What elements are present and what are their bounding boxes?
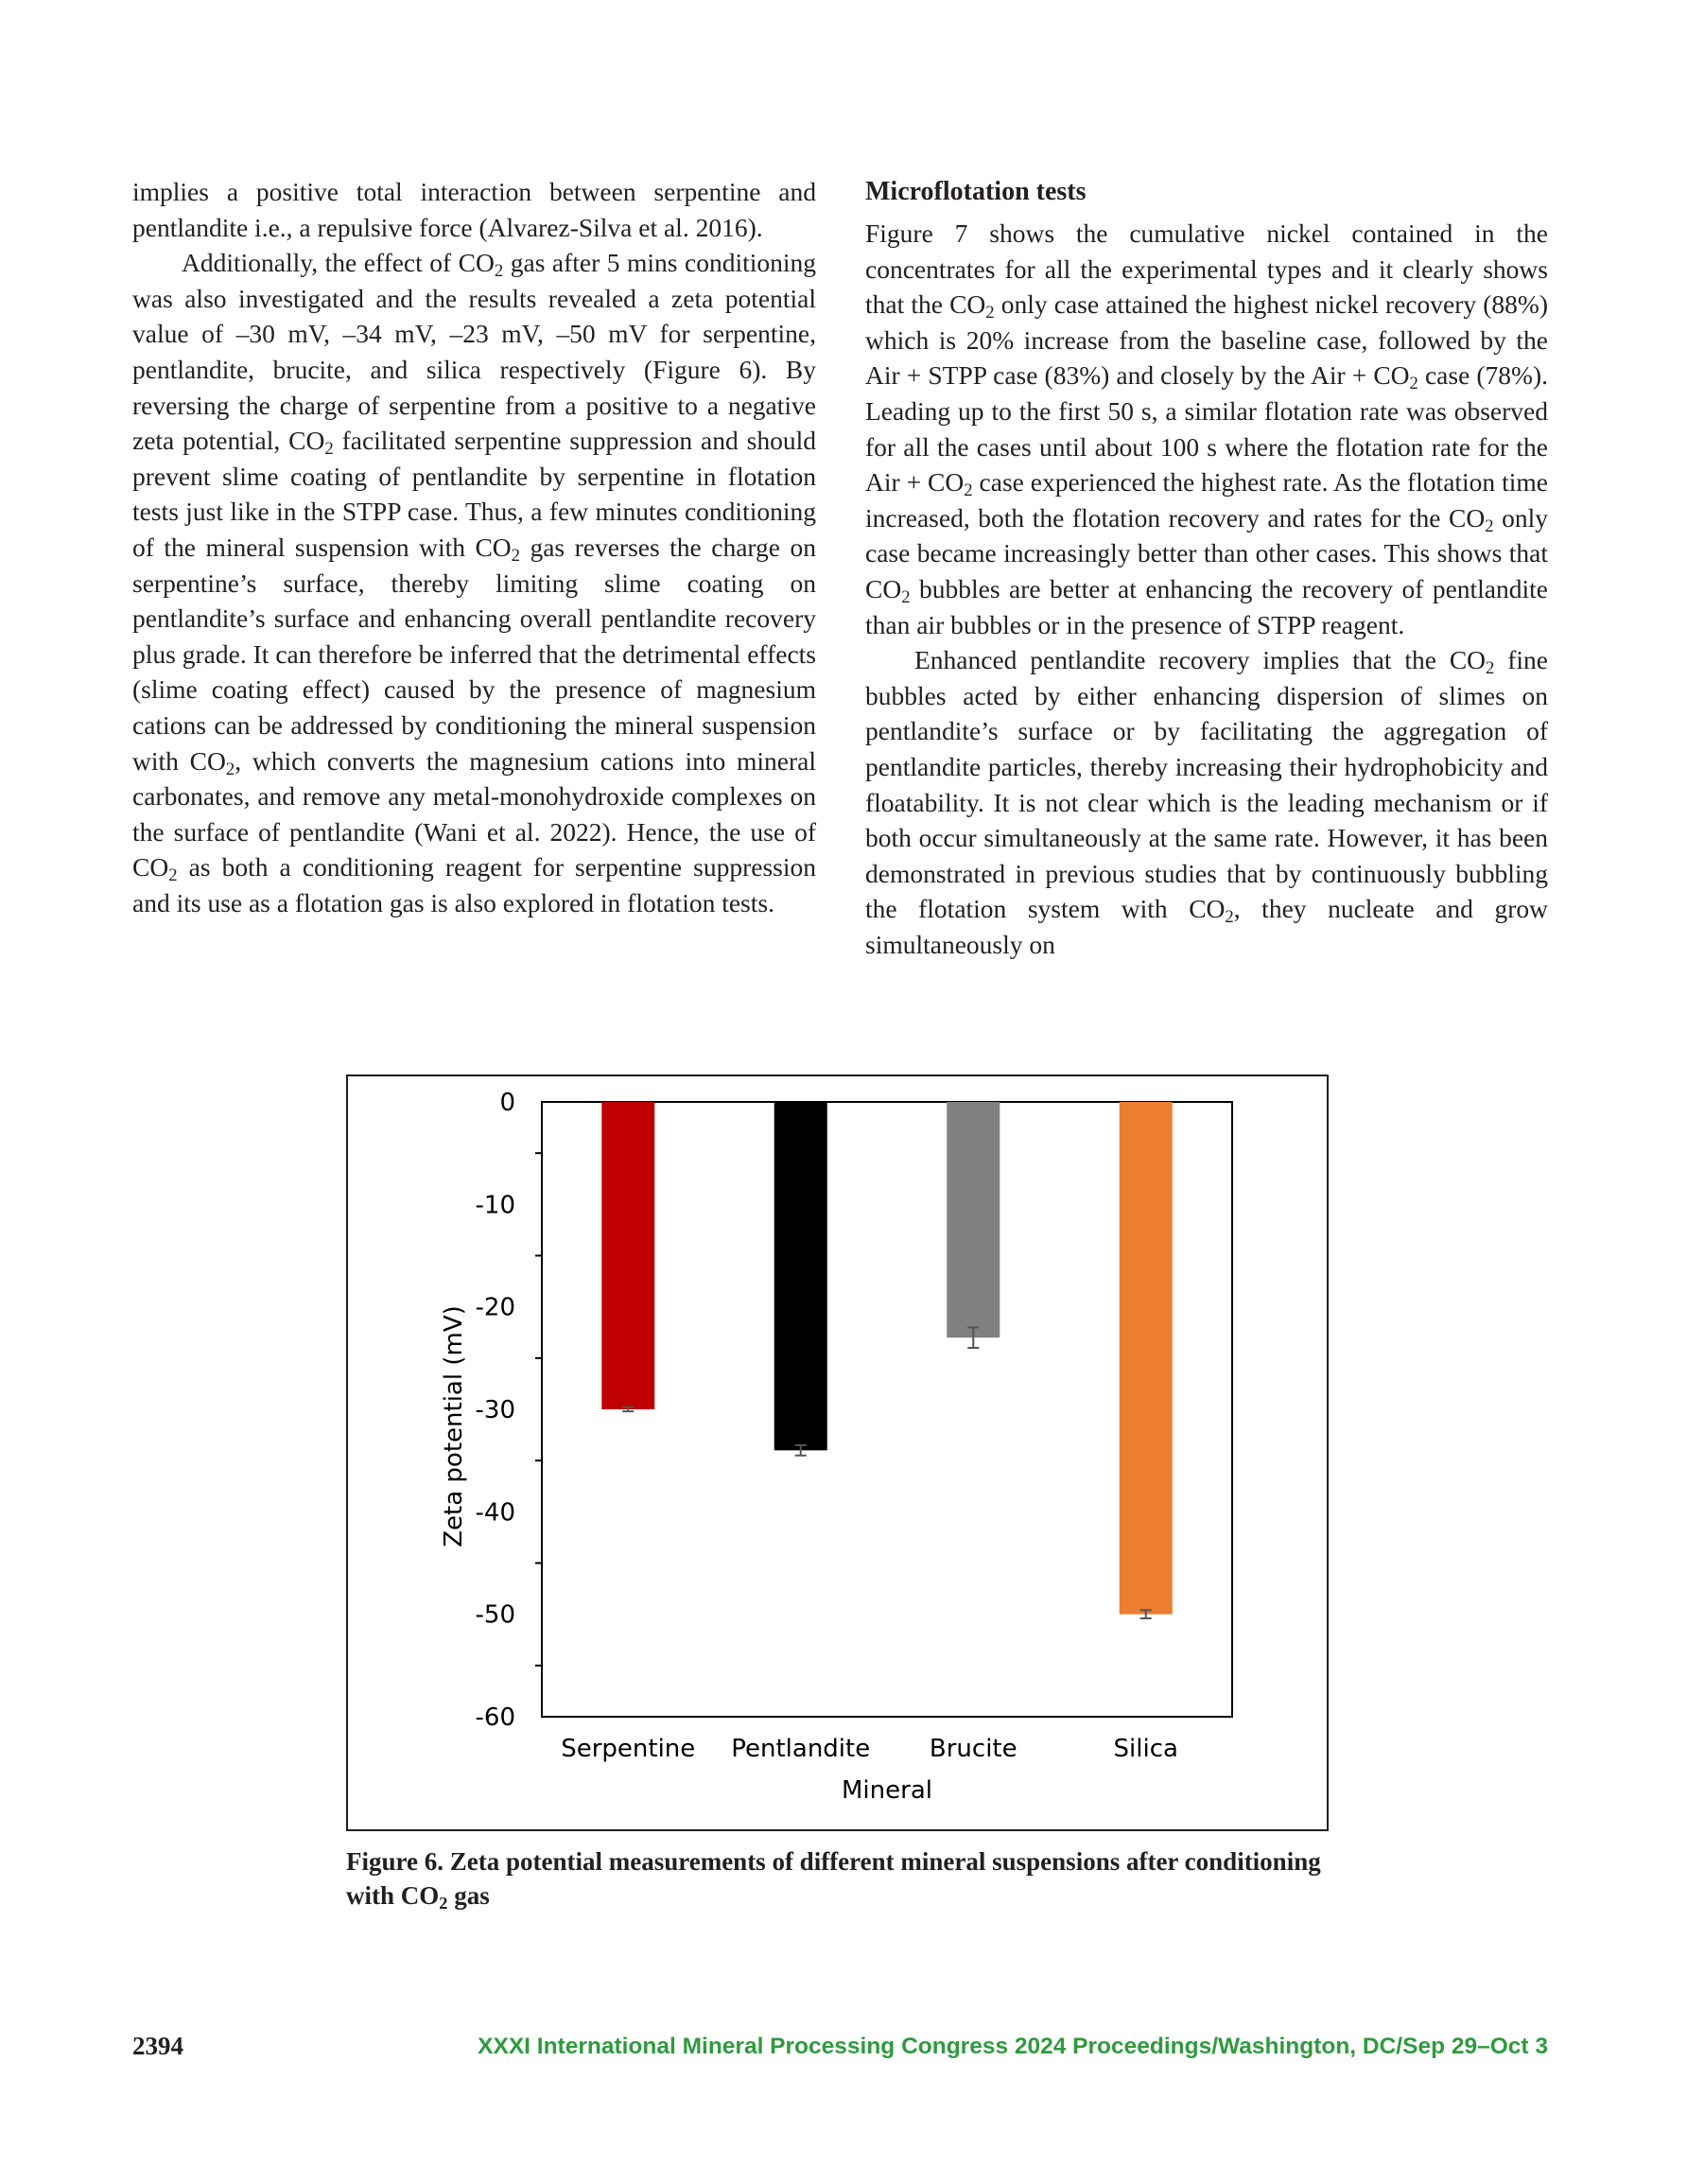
right-paragraph-2: [865, 642, 1548, 962]
section-heading: Microflotation tests: [865, 177, 1087, 206]
text-run: only case became increasingly better than other cases. This shows that CO: [865, 502, 1548, 603]
text-run: gas: [447, 1881, 490, 1910]
y-tick-label: -50: [475, 1600, 515, 1630]
bar-brucite: [947, 1102, 1000, 1337]
subscript: 2: [1225, 907, 1234, 928]
subscript: 2: [168, 865, 178, 886]
subscript: 2: [1486, 658, 1495, 679]
right-paragraph-1: [865, 216, 1548, 642]
y-tick-label: -10: [475, 1191, 515, 1220]
bar-pentlandite: [774, 1102, 827, 1450]
y-tick-label: -20: [475, 1293, 515, 1322]
text-run: , which converts the magnesium cations into mineral carbonates, and remove any metal-monohydroxide complexes on the surface of pentlandite (Wani et al. 2022). Hence, the use of CO: [132, 745, 817, 882]
y-tick-label: -40: [475, 1498, 515, 1528]
figure-6-chart: [346, 1075, 1329, 1831]
subscript: 2: [964, 480, 973, 501]
bar-silica: [1120, 1102, 1173, 1615]
text-run: as both a conditioning reagent for serpentine suppression and its use as a flotation gas is also explored in flotation tests.: [132, 852, 816, 917]
subscript: 2: [1409, 374, 1418, 394]
subscript: 2: [439, 1894, 448, 1913]
subscript: 2: [225, 759, 235, 779]
text-run: Additionally, the effect of CO: [182, 248, 495, 278]
x-tick-label-brucite: Brucite: [929, 1735, 1017, 1763]
figure-caption: [346, 1844, 1330, 1913]
text-run: bubbles are better at enhancing the recovery of pentlandite than air bubbles or in the presence of STPP reagent.: [865, 573, 1548, 639]
running-footer: XXXI International Mineral Processing Congress 2024 Proceedings/Washington, DC/Sep 29–Oct 3: [478, 2034, 1548, 2059]
right-text-column: [865, 174, 1548, 962]
text-run: fine bubbles acted by either enhancing dispersion of slimes on pentlandite’s surface or by facilitating the aggregation of pentlandite particles, thereby increasing their hydrophobicity and floatability. It is not clear which is the leading mechanism or if both occur simultaneously at the same rate. However, it has been demonstrated in previous studies that by continuously bubbling the flotation system with CO: [865, 645, 1549, 924]
subscript: 2: [324, 439, 334, 460]
y-axis-title: Zeta potential (mV): [440, 1305, 468, 1547]
subscript: 2: [901, 587, 911, 608]
subscript: 2: [985, 303, 995, 323]
text-run: Enhanced pentlandite recovery implies that the CO: [914, 645, 1487, 675]
x-tick-label-silica: Silica: [1113, 1735, 1178, 1763]
subscript: 2: [1485, 515, 1494, 536]
x-axis-title: Mineral: [842, 1776, 932, 1805]
text-run: facilitated serpentine suppression and should prevent slime coating of pentlandite by serpentine in flotation tests just like in the STPP case. Thus, a few minutes conditioning of the mineral suspension with CO: [132, 426, 816, 562]
text-run: gas reverses the charge on serpentine’s surface, thereby limiting slime coating on pentlandite’s surface and enhancing overall pentlandite recovery plus grade. It can therefore be inferred that the detrimental effects (slime coating effect) caused by the presence of magnesium cations can be addressed by conditioning the mineral suspension with CO: [132, 532, 816, 776]
y-tick-label: 0: [499, 1089, 515, 1117]
left-paragraph-2: [132, 245, 816, 920]
text-run: Figure 7 shows the cumulative nickel contained in the concentrates for all the experimental types and it clearly shows that the CO: [865, 218, 1548, 320]
text-run: case (78%). Leading up to the first 50 s, a similar flotation rate was observed for all the cases until about 100 s where the flotation rate for the Air + CO: [865, 360, 1548, 498]
text-run: case experienced the highest rate. As the flotation time increased, both the flotation recovery and rates for the CO: [865, 467, 1548, 533]
text-run: , they nucleate and grow simultaneously on: [865, 894, 1548, 959]
text-run: gas after 5 mins conditioning was also investigated and the results revealed a zeta potential value of –30 mV, –34 mV, –23 mV, –50 mV for serpentine, pentlandite, brucite, and silica respectively (Figure 6). By reversing the charge of serpentine from a positive to a negative zeta potential, CO: [132, 248, 817, 456]
bar-serpentine: [601, 1102, 654, 1409]
x-tick-label-serpentine: Serpentine: [561, 1735, 696, 1763]
x-tick-label-pentlandite: Pentlandite: [731, 1735, 871, 1763]
y-tick-label: -60: [475, 1704, 515, 1732]
subscript: 2: [494, 261, 504, 282]
subscript: 2: [511, 546, 520, 567]
y-tick-label: -30: [475, 1396, 515, 1424]
left-text-column: [132, 174, 816, 920]
page-number: 2394: [132, 2032, 183, 2060]
left-p1-text: implies a positive total interaction between serpentine and pentlandite i.e., a repulsive force (Alvarez-Silva et al. 2016).: [132, 177, 816, 242]
left-paragraph-1: [132, 174, 816, 245]
bar-chart-svg: [348, 1076, 1327, 1829]
text-run: Figure 6. Zeta potential measurements of different mineral suspensions after conditioning with CO: [346, 1847, 1321, 1910]
text-run: only case attained the highest nickel recovery (88%) which is 20% increase from the baseline case, followed by the Air + STPP case (83%) and closely by the Air + CO: [865, 289, 1548, 391]
